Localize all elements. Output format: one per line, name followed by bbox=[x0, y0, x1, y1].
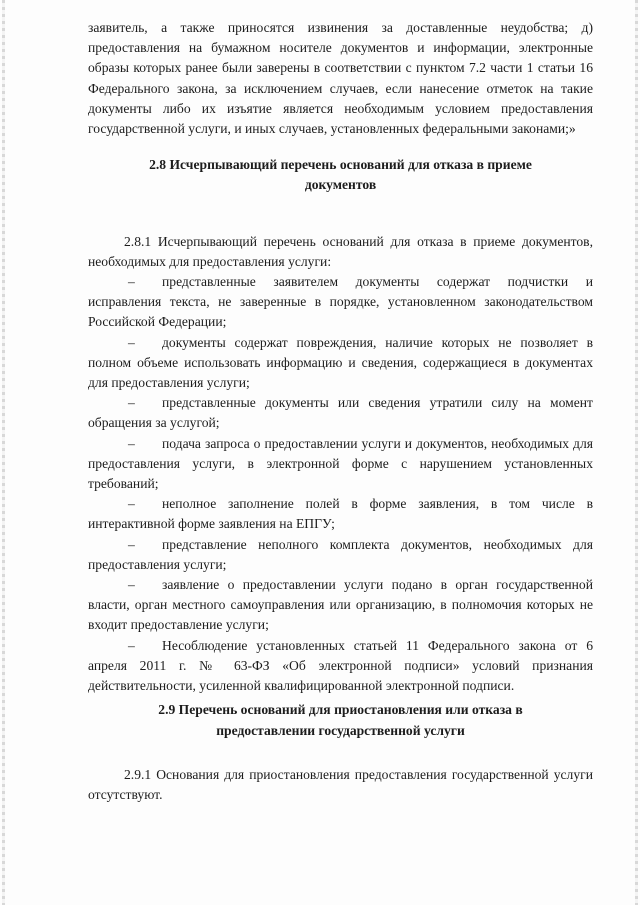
list-item-text: Несоблюдение установленных статьей 11 Федерального закона от 6 апреля 2011 г. № 63-ФЗ «Об электронной подписи» условий признания действительности, усиленной квалифицированной электронной подписи. bbox=[88, 637, 593, 694]
list-dash: – bbox=[128, 536, 135, 552]
section-2-9-1-paragraph: 2.9.1 Основания для приостановления предоставления государственной услуги отсутствуют. bbox=[88, 766, 593, 802]
document-body bbox=[88, 18, 593, 805]
list-item bbox=[88, 535, 593, 575]
list-dash: – bbox=[128, 435, 135, 451]
list-item bbox=[88, 434, 593, 495]
list-dash: – bbox=[128, 637, 135, 653]
list-item-text: неполное заполнение полей в форме заявления, в том числе в интерактивной форме заявления на ЕПГУ; bbox=[88, 496, 593, 532]
list-item bbox=[88, 575, 593, 636]
list-item-text: представление неполного комплекта документов, необходимых для предоставления услуги; bbox=[88, 536, 593, 572]
scan-left-edge bbox=[2, 0, 5, 905]
list-item-text: заявление о предоставлении услуги подано в орган государственной власти, орган местного самоуправления или организацию, в полномочия которых не входит предоставление услуги; bbox=[88, 577, 593, 633]
list-item-text: представленные заявителем документы содержат подчистки и исправления текста, не заверенные в порядке, установленном законодательством Российской Федерации; bbox=[88, 274, 593, 330]
list-item bbox=[88, 272, 593, 333]
section-2-8-1-list bbox=[88, 272, 593, 696]
list-dash: – bbox=[128, 334, 135, 350]
list-item-text: подача запроса о предоставлении услуги и документов, необходимых для предоставления услуги, в электронной форме с нарушением установленных требований; bbox=[88, 435, 593, 492]
list-item-text: документы содержат повреждения, наличие которых не позволяет в полном объеме использовать информацию и сведения, содержащиеся в документах для предоставления услуги; bbox=[88, 334, 593, 391]
list-dash: – bbox=[128, 496, 135, 512]
list-dash: – bbox=[128, 274, 135, 290]
list-dash: – bbox=[128, 395, 135, 411]
intro-paragraph: заявитель, а также приносятся извинения за доставленные неудобства; д) предоставления на бумажном носителе документов и информации, электронные образы которых ранее были заверены в соответствии с пунктом 7.2 части 1 статьи 16 Федерального закона, за исключением случаев, если нанесение отметок на такие документы либо их изъятие является необходимым условием предоставления государственной услуги, и иных случаев, установленных федеральными законами;» bbox=[88, 20, 593, 137]
section-2-8-heading: 2.8 Исчерпывающий перечень оснований для отказа в приеме документов bbox=[149, 157, 532, 193]
list-item bbox=[88, 494, 593, 534]
section-2-8-1-paragraph: 2.8.1 Исчерпывающий перечень оснований для отказа в приеме документов, необходимых для предоставления услуги: bbox=[88, 233, 593, 269]
list-item bbox=[88, 393, 593, 433]
scan-right-edge bbox=[635, 0, 638, 905]
section-2-9-heading: 2.9 Перечень оснований для приостановления или отказа в предоставлении государственной услуги bbox=[158, 702, 523, 738]
list-item bbox=[88, 333, 593, 394]
list-item bbox=[88, 636, 593, 697]
list-dash: – bbox=[128, 577, 135, 593]
list-item-text: представленные документы или сведения утратили силу на момент обращения за услугой; bbox=[88, 395, 593, 431]
